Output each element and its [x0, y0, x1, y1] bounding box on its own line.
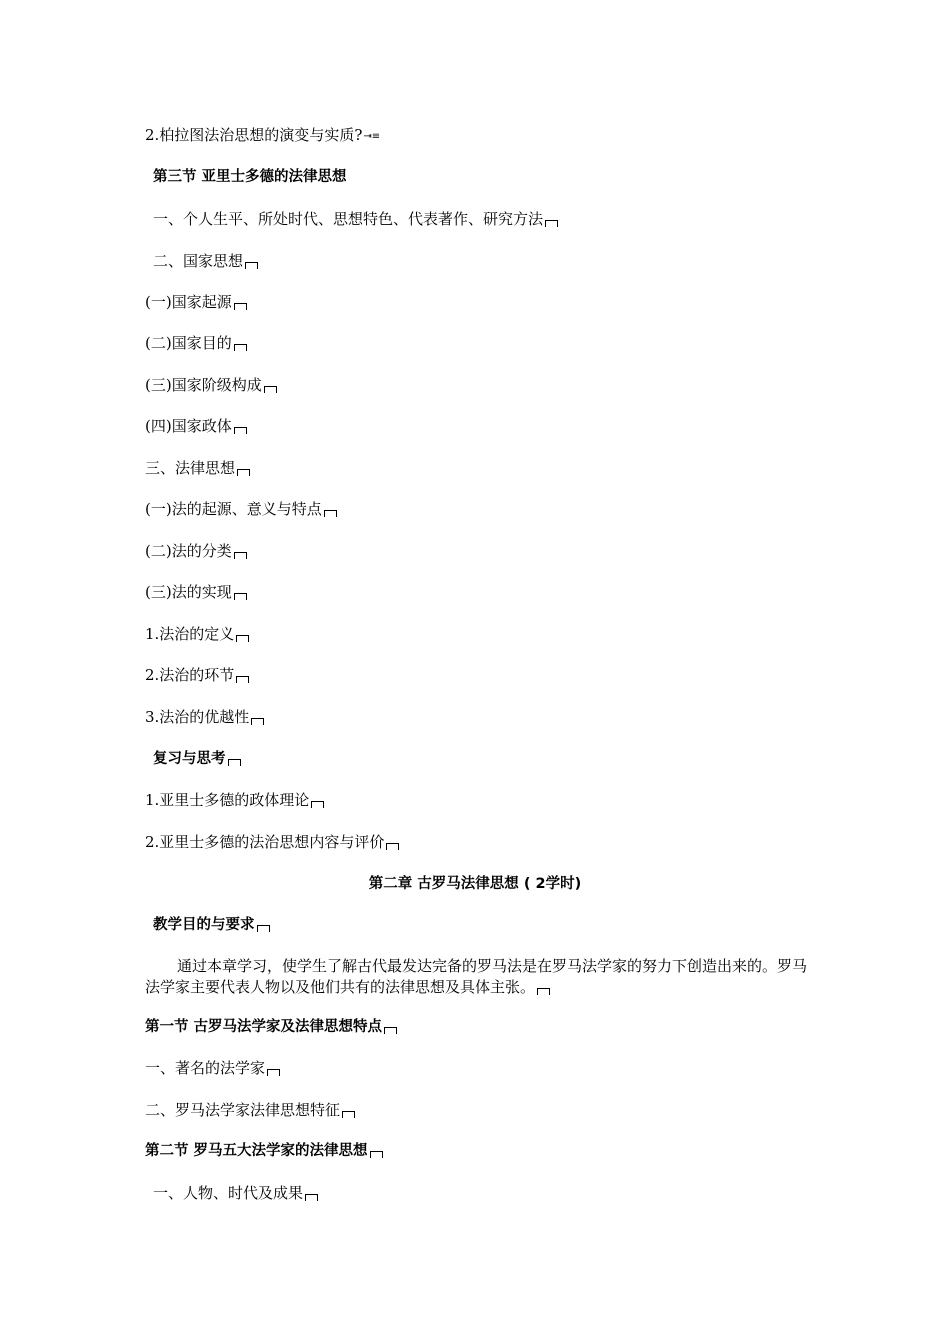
text-line: (一)国家起源	[145, 292, 247, 312]
paragraph-mark-icon	[311, 801, 324, 808]
paragraph-mark-icon	[234, 303, 247, 310]
text-line: 2.柏拉图法治思想的演变与实质?⇥≡	[145, 125, 380, 147]
text-line: 1.法治的定义	[145, 624, 249, 644]
paragraph-mark-icon	[370, 1151, 383, 1158]
text-line: 2.亚里士多德的法治思想内容与评价	[145, 832, 399, 852]
paragraph-mark-icon	[234, 427, 247, 434]
text-line: 2.法治的环节	[145, 665, 249, 685]
text-line: 一、个人生平、所处时代、思想特色、代表著作、研究方法	[153, 209, 558, 229]
section-heading: 教学目的与要求	[153, 915, 270, 935]
paragraph-mark-icon	[236, 635, 249, 642]
text-line: (四)国家政体	[145, 416, 247, 436]
paragraph-mark-icon	[237, 469, 250, 476]
text-line: (三)国家阶级构成	[145, 375, 277, 395]
paragraph-mark-icon	[267, 1069, 280, 1076]
paragraph-mark-icon	[251, 718, 264, 725]
paragraph-mark-icon	[386, 843, 399, 850]
text-line: 3.法治的优越性	[145, 707, 264, 727]
paragraph-mark-icon	[264, 386, 277, 393]
paragraph-mark-icon	[342, 1111, 355, 1118]
paragraph-mark-icon	[245, 262, 258, 269]
text-line: 二、国家思想	[153, 251, 258, 271]
paragraph-mark-icon	[228, 759, 241, 766]
body-paragraph: 通过本章学习，使学生了解古代最发达完备的罗马法是在罗马法学家的努力下创造出来的。罗马法学家主要代表人物以及他们共有的法律思想及具体主张。	[145, 957, 808, 996]
paragraph-mark-icon	[545, 220, 558, 227]
paragraph-mark-icon	[384, 1027, 397, 1034]
section-heading: 复习与思考	[153, 749, 241, 769]
section-heading: 第一节 古罗马法学家及法律思想特点	[145, 1017, 397, 1037]
text-line: 二、罗马法学家法律思想特征	[145, 1100, 355, 1120]
paragraph-mark-icon: ⇥≡	[363, 131, 381, 142]
paragraph-mark-icon	[257, 925, 270, 932]
text-line: (三)法的实现	[145, 582, 247, 602]
paragraph-mark-icon	[234, 344, 247, 351]
text-line: 三、法律思想	[145, 458, 250, 478]
text-line: 1.亚里士多德的政体理论	[145, 790, 324, 810]
text-line: 一、著名的法学家	[145, 1058, 280, 1078]
text-line: 一、人物、时代及成果	[153, 1183, 318, 1203]
section-heading: 第二节 罗马五大法学家的法律思想	[145, 1141, 383, 1161]
paragraph-mark-icon	[305, 1194, 318, 1201]
paragraph-mark-icon	[234, 552, 247, 559]
section-heading: 第三节 亚里士多德的法律思想	[153, 169, 347, 185]
paragraph-mark-icon	[537, 988, 550, 995]
paragraph-mark-icon	[324, 510, 337, 517]
text-line: (一)法的起源、意义与特点	[145, 499, 337, 519]
chapter-title: 第二章 古罗马法律思想 ( 2学时)	[368, 876, 582, 892]
text-line: (二)国家目的	[145, 333, 247, 353]
paragraph-mark-icon	[234, 593, 247, 600]
paragraph-mark-icon	[236, 676, 249, 683]
text-line: (二)法的分类	[145, 541, 247, 561]
